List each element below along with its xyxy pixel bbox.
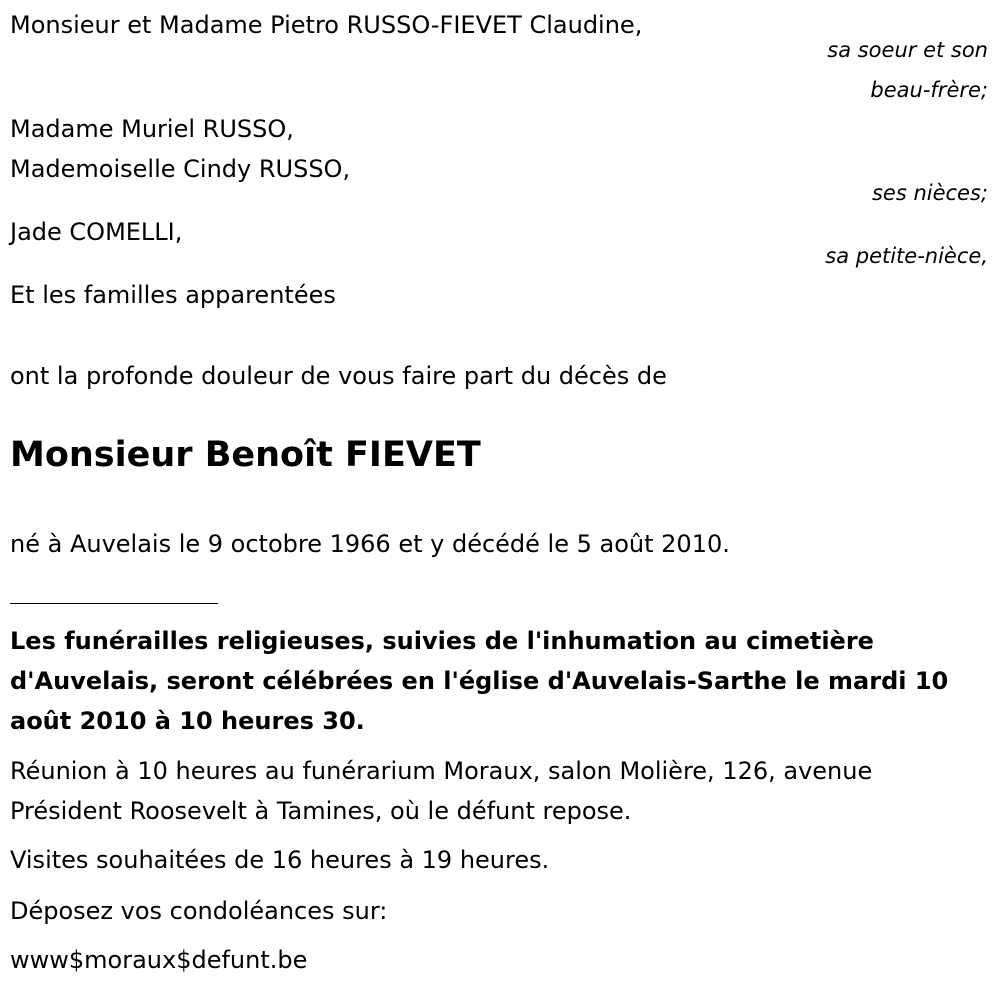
relation-nieces: ses nièces; (871, 181, 988, 205)
family-line-4: Jade COMELLI, (10, 218, 183, 246)
visit-hours: Visites souhaitées de 16 heures à 19 heures. (10, 846, 550, 874)
family-line-2: Madame Muriel RUSSO, (10, 115, 294, 143)
relation-sister-line-a: sa soeur et son (827, 38, 988, 62)
announcement-text: ont la profonde douleur de vous faire part du décès de (10, 362, 667, 390)
deceased-name: Monsieur Benoît FIEVET (10, 435, 481, 475)
funeral-details: Les funérailles religieuses, suivies de l'inhumation au cimetière d'Auvelais, seront célébrées en l'église d'Auvelais-Sarthe le mardi 10 août 2010 à 10 heures 30. (10, 627, 949, 735)
condolences-label: Déposez vos condoléances sur: (10, 897, 388, 925)
family-line-1: Monsieur et Madame Pietro RUSSO-FIEVET Claudine, (10, 11, 643, 39)
funeral-meeting: Réunion à 10 heures au funérarium Moraux, salon Molière, 126, avenue Président Roosevelt à Tamines, où le défunt repose. (10, 757, 873, 825)
deceased-dates: né à Auvelais le 9 octobre 1966 et y décédé le 5 août 2010. (10, 530, 730, 558)
family-line-5: Et les familles apparentées (10, 281, 336, 309)
relation-sister-line-b: beau-frère; (870, 78, 988, 102)
family-line-3: Mademoiselle Cindy RUSSO, (10, 155, 351, 183)
condolences-website[interactable]: www$moraux$defunt.be (10, 946, 308, 974)
relation-grand-niece: sa petite-nièce, (825, 244, 988, 268)
separator-line (10, 603, 218, 604)
